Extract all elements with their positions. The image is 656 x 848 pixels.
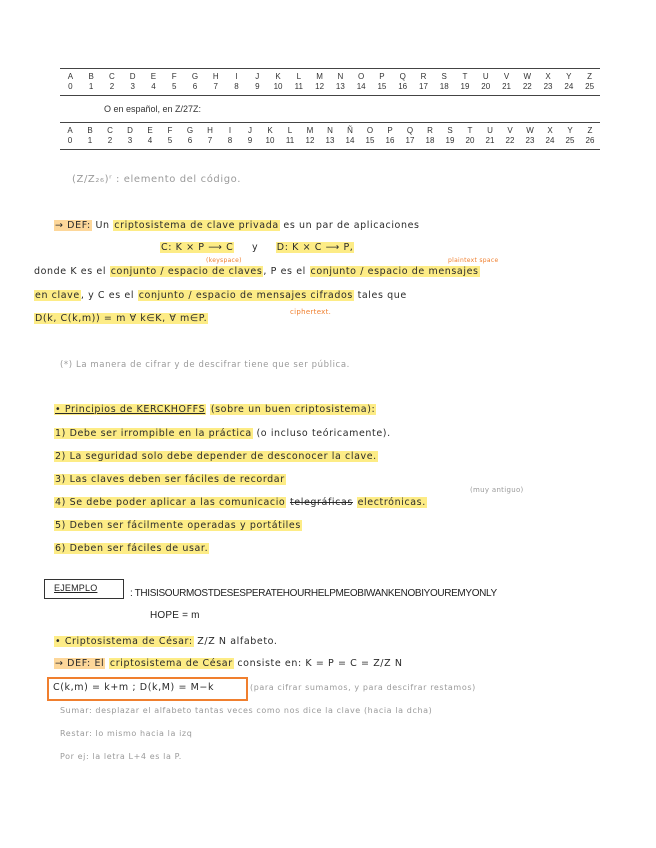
table1-letters [60,72,600,82]
table2-number-cell: 12 [305,136,315,145]
table2-number-cell: 18 [425,136,435,145]
public-note: (*) La manera de cifrar y de descifrar tiene que ser pública. [60,360,350,370]
table2-number-cell: 19 [445,136,455,145]
table2-number-cell: 5 [167,136,173,145]
principle-1-b: (o incluso teóricamente). [256,428,391,439]
table1-letter-cell: U [482,72,489,81]
table1-number-cell: 14 [356,82,366,91]
table1-number-cell: 22 [522,82,532,91]
table2-bottom-rule [60,149,600,150]
table1-number-cell: 2 [109,82,115,91]
line-enclave: en clave [35,290,80,301]
ejemplo-text-2: HOPE = m [150,610,200,621]
table2-number-cell: 22 [505,136,515,145]
table1-letter-cell: O [358,72,365,81]
sumar-line: Sumar: desplazar el alfabeto tantas veces como nos dice la clave (hacia la dcha) [60,706,433,715]
principle-5-text: 5) Deben ser fácilmente operadas y portátiles [55,520,301,531]
note-keyspace: (keyspace) [206,257,242,264]
table2-number-cell: 13 [325,136,335,145]
table1-number-cell: 1 [88,82,94,91]
map-y: y [251,242,259,253]
def1-un: Un [95,220,110,231]
table1-letter-cell: W [523,72,532,81]
table2-letter-cell: F [167,126,173,135]
table1-letter-cell: G [191,72,199,81]
def1-line [54,220,420,231]
principle-4 [54,497,427,508]
note-ciphertext: ciphertext. [290,308,332,316]
table1-number-cell: 21 [502,82,511,91]
table2-number-cell: 24 [545,136,555,145]
table2-letter-cell: Ñ [347,126,353,135]
table1-letter-cell: B [88,72,94,81]
table2-letter-cell: D [127,126,133,135]
table2-letter-cell: A [67,126,73,135]
table1-letter-cell: D [129,72,136,81]
def2-term: criptosistema de César [109,658,233,669]
table-caption: O en español, en Z/27Z: [104,104,202,114]
table1-number-cell: 5 [172,82,177,91]
donde-line [34,266,480,277]
table2-number-cell: 9 [247,136,253,145]
table2-number-cell: 7 [207,136,213,145]
principle-2 [54,451,378,462]
cesar-formula: C(k,m) = k+m ; D(k,M) = M−k [53,682,215,693]
def1-arrow: → DEF: [55,220,91,231]
table1-letter-cell: Q [399,72,406,81]
principle-2-text: 2) La seguridad solo debe depender de desconocer la clave. [55,451,377,462]
principle-5 [54,520,302,531]
principle-1-a: 1) Debe ser irrompible en la práctica [55,428,252,439]
table2-letter-cell: L [287,126,293,135]
formula-line [34,313,208,324]
table1-number-cell: 4 [151,82,156,91]
table2-number-cell: 8 [227,136,233,145]
table2-number-cell: 16 [385,136,395,145]
table1-number-cell: 3 [130,82,135,91]
def2-arrow: → DEF: El [55,658,105,669]
principle-6 [54,543,209,554]
table1-letter-cell: P [379,72,385,81]
table1-letter-cell: M [316,72,323,81]
donde-a: donde K es el [34,266,107,277]
principle-1 [54,428,391,439]
table1-number-cell: 11 [294,82,303,91]
table2-letter-cell: C [107,126,113,135]
table1-letter-cell: L [296,72,302,81]
principle-4-note: (muy antiguo) [470,486,524,494]
kerckhoffs-rest: (sobre un buen criptosistema): [210,404,376,415]
table2-number-cell: 10 [265,136,275,145]
principle-4-c: electrónicas. [357,497,426,508]
principle-4-b: telegráficas [289,497,353,508]
table2-top-rule [60,122,600,123]
table1-number-cell: 15 [377,82,387,91]
table1-letter-cell: K [275,72,281,81]
table1-number-cell: 12 [315,82,325,91]
table2-letter-cell: M [306,126,314,135]
table2-letter-cell: H [207,126,213,135]
cesar-bullet: • Criptosistema de César: [55,636,193,647]
table2-number-cell: 14 [345,136,355,145]
table2-letter-cell: B [87,126,93,135]
table1-number-cell: 6 [192,82,198,91]
donde-term1: conjunto / espacio de claves [110,266,263,277]
table1-letter-cell: C [109,72,115,81]
donde-term2: conjunto / espacio de mensajes [310,266,479,277]
table1-letter-cell: S [441,72,447,81]
table1-number-cell: 18 [439,82,449,91]
table2-letter-cell: R [427,126,433,135]
restar-line: Restar: lo mismo hacia la izq [60,729,193,738]
cesar-note: (para cifrar sumamos, y para descifrar restamos) [250,683,476,692]
ejemplo-label: EJEMPLO [54,583,98,593]
table2-numbers [60,136,600,146]
table2-letter-cell: P [387,126,393,135]
table2-number-cell: 21 [485,136,495,145]
table2-number-cell: 0 [67,136,73,145]
map-c: C: K × P ⟶ C [161,242,234,253]
table1-numbers [60,82,600,92]
table1-letter-cell: Y [566,72,572,81]
table2-number-cell: 15 [365,136,375,145]
table1-number-cell: 16 [398,82,408,91]
table1-letter-cell: I [235,72,238,81]
table2-number-cell: 6 [187,136,193,145]
table2-number-cell: 11 [285,136,295,145]
table1-letter-cell: T [462,72,468,81]
table1-number-cell: 20 [481,82,491,91]
table1-letter-cell: H [212,72,219,81]
def2-rest: consiste en: K = P = C = Z/Z N [237,658,403,669]
table2-number-cell: 26 [585,136,595,145]
table2-number-cell: 2 [107,136,113,145]
principle-3 [54,474,286,485]
table1-number-cell: 13 [335,82,345,91]
table2-letter-cell: V [507,126,513,135]
table2-number-cell: 1 [87,136,93,145]
table1-number-cell: 0 [68,82,73,91]
cesar-rest: Z/Z N alfabeto. [197,636,278,647]
table2-letter-cell: G [186,126,194,135]
table1-number-cell: 17 [419,82,428,91]
line-c: , y C es el [80,290,135,301]
map-d: D: K × C ⟶ P, [276,242,354,253]
table2-letter-cell: S [447,126,453,135]
line-term3: conjunto / espacio de mensajes cifrados [138,290,353,301]
table1-top-rule [60,68,600,69]
table1-number-cell: 8 [234,82,239,91]
table2-number-cell: 4 [147,136,153,145]
table2-number-cell: 3 [127,136,133,145]
table1-number-cell: 19 [460,82,470,91]
table2-letter-cell: J [248,126,252,135]
def1-term: criptosistema de clave privada [114,220,279,231]
table1-letter-cell: V [503,72,510,81]
code-element-line: (Z/Z₂₆)ʳ : elemento del código. [72,174,242,185]
note-plaintext: plaintext space [448,257,499,264]
def1-rest: es un par de aplicaciones [283,220,420,231]
table2-letter-cell: W [526,126,534,135]
principle-4-a: 4) Se debe poder aplicar a las comunicacio [55,497,286,508]
table1-number-cell: 10 [273,82,283,91]
table2-letter-cell: O [366,126,374,135]
kerckhoffs-title: • Principios de KERCKHOFFS [55,404,206,415]
principle-6-text: 6) Deben ser fáciles de usar. [55,543,209,554]
line-tales: tales que [357,290,407,301]
table2-letters [60,126,600,136]
table2-number-cell: 23 [525,136,535,145]
table1-number-cell: 7 [213,82,218,91]
table1-letter-cell: X [545,72,551,81]
alphabet-table-1 [60,72,600,92]
table2-letter-cell: Z [587,126,593,135]
def2-line [54,658,403,669]
table1-letter-cell: N [337,72,344,81]
table2-letter-cell: I [228,126,232,135]
donde-b: , P es el [263,266,306,277]
kerckhoffs-line [54,404,376,415]
table1-letter-cell: A [67,72,74,81]
table1-letter-cell: E [150,72,157,81]
porej-line: Por ej: la letra L+4 es la P. [60,752,182,761]
table1-bottom-rule [60,95,600,96]
table2-number-cell: 25 [565,136,575,145]
ejemplo-text-1: : THISISOURMOSTDESESPERATEHOURHELPMEOBIWANKENOBIYOUREMYONLY [130,588,497,599]
table2-letter-cell: T [467,126,473,135]
table2-letter-cell: E [147,126,153,135]
table1-number-cell: 24 [564,82,574,91]
enclave-line [34,290,407,301]
table1-letter-cell: Z [587,72,593,81]
table1-letter-cell: F [171,72,177,81]
principle-3-text: 3) Las claves deben ser fáciles de recordar [55,474,285,485]
table2-letter-cell: X [547,126,553,135]
table2-letter-cell: K [267,126,273,135]
table1-number-cell: 23 [543,82,553,91]
table2-letter-cell: Y [567,126,573,135]
table1-number-cell: 9 [255,82,260,91]
table2-letter-cell: N [327,126,333,135]
alphabet-table-2 [60,126,600,146]
map-line [160,242,354,253]
cesar-line [54,636,278,647]
formula: D(k, C(k,m)) = m ∀ k∈K, ∀ m∈P. [35,313,208,324]
table2-letter-cell: Q [406,126,414,135]
table1-number-cell: 25 [585,82,595,91]
table1-letter-cell: R [420,72,427,81]
table2-letter-cell: U [487,126,493,135]
table1-letter-cell: J [255,72,260,81]
table2-number-cell: 20 [465,136,475,145]
table2-number-cell: 17 [405,136,415,145]
